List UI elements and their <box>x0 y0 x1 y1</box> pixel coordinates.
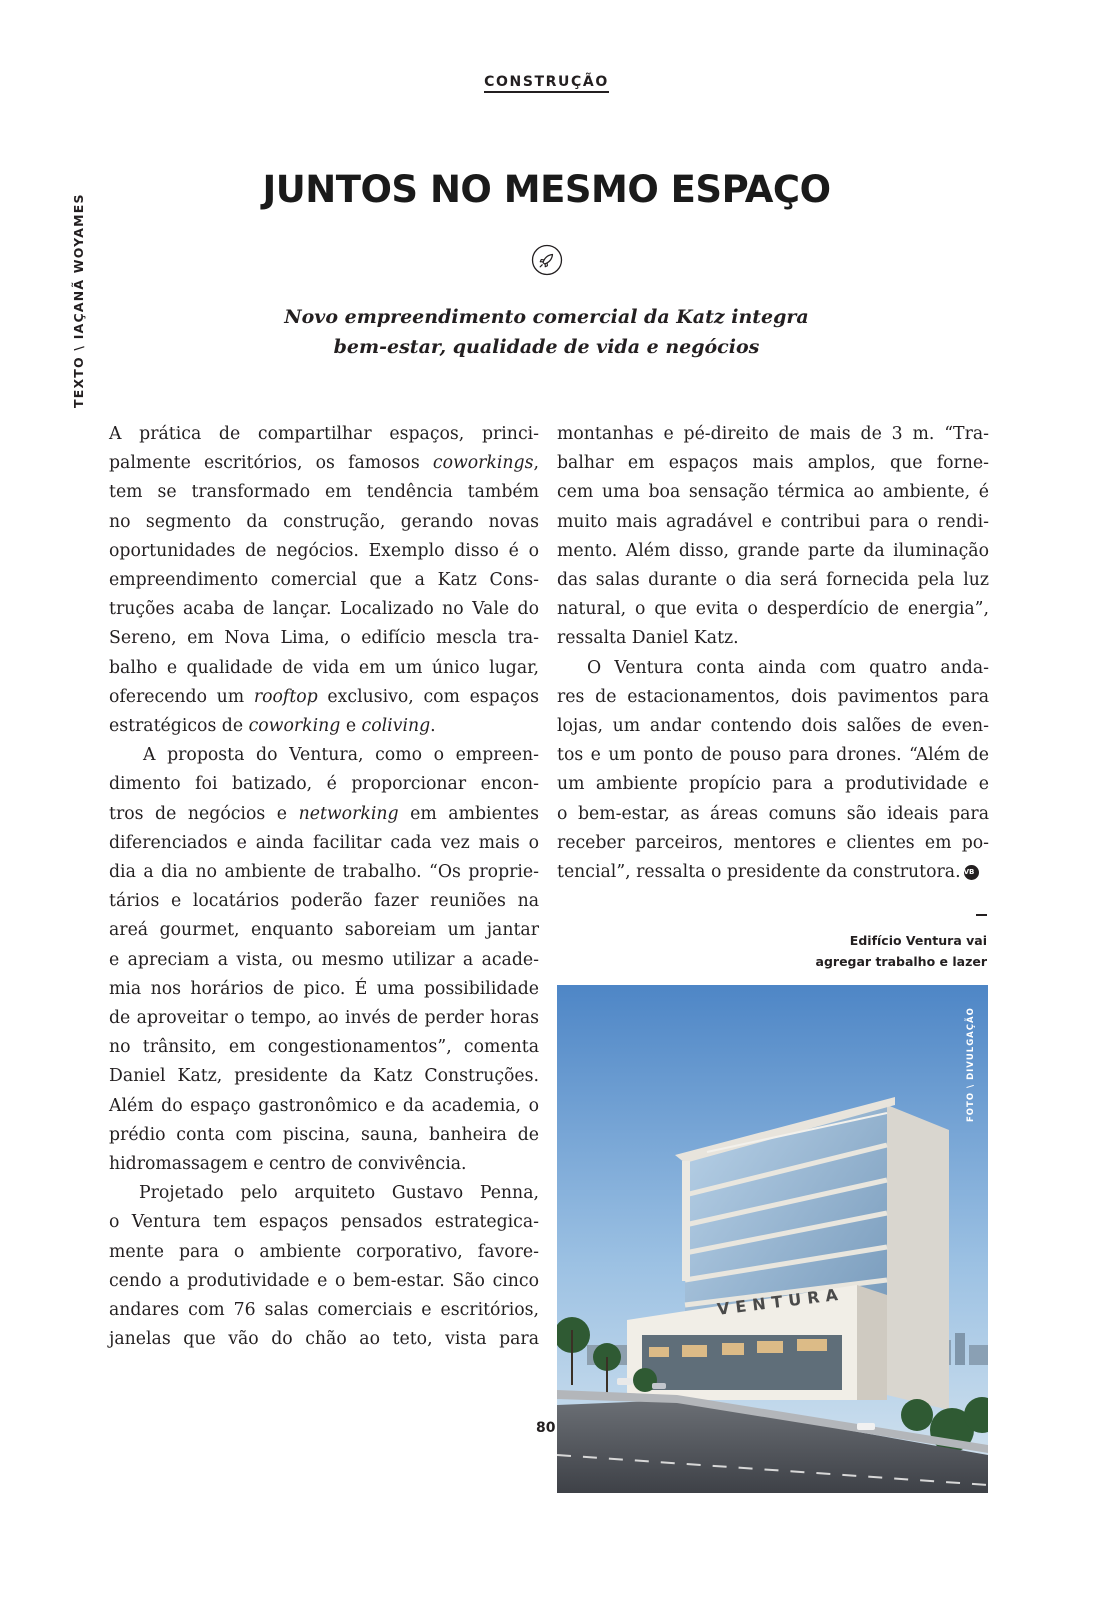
text-line: no trânsito, em congestionamentos”, comenta <box>109 1037 539 1058</box>
text-line: tros de negócios e networking em ambientes <box>109 803 539 824</box>
text-line: hidromassagem e centro de convivência. <box>109 1154 467 1175</box>
end-mark-icon: VB <box>964 865 979 880</box>
text-line: balhar em espaços mais amplos, que forne- <box>557 453 989 474</box>
text-line: lojas, um andar contendo dois salões de even- <box>557 716 989 737</box>
text-line: de aproveitar o tempo, ao invés de perder horas <box>109 1008 539 1029</box>
building-photo <box>557 985 988 1493</box>
text-line: um ambiente propício para a produtividade e <box>557 774 989 795</box>
text-line: res de estacionamentos, dois pavimentos para <box>557 686 989 707</box>
text-line: montanhas e pé-direito de mais de 3 m. “Tra- <box>557 424 989 444</box>
text-line: Projetado pelo arquiteto Gustavo Penna, <box>139 1183 539 1204</box>
text-line: tos e um ponto de pouso para drones. “Além de <box>557 745 989 766</box>
text-line: empreendimento comercial que a Katz Cons- <box>109 570 539 591</box>
text-line: muito mais agradável e contribui para o rendi- <box>557 511 989 532</box>
building-sign: VENTURA <box>716 1284 845 1319</box>
text-line: mento. Além disso, grande parte da iluminação <box>557 540 989 561</box>
text-line: O Ventura conta ainda com quatro anda- <box>587 657 989 678</box>
text-line: cendo a produtividade e o bem-estar. São cinco <box>109 1270 539 1291</box>
text-line: ressalta Daniel Katz. <box>557 628 739 649</box>
text-line: Daniel Katz, presidente da Katz Construções. <box>109 1066 539 1087</box>
page-number: 80 <box>536 1420 556 1436</box>
text-line: balho e qualidade de vida em um único lugar, <box>109 657 539 678</box>
text-line: Além do espaço gastronômico e da academia, o <box>109 1095 539 1116</box>
text-line: tários e locatários poderão fazer reuniões na <box>109 891 539 912</box>
subheadline <box>0 302 1093 362</box>
rocket-icon <box>531 244 563 276</box>
text-line: oferecendo um rooftop exclusivo, com espaços <box>109 686 539 707</box>
text-line: o Ventura tem espaços pensados estrategica- <box>109 1212 539 1233</box>
text-line: mente para o ambiente corporativo, favore- <box>109 1241 539 1262</box>
photo-caption <box>760 930 987 972</box>
text-line: areá gourmet, enquanto saboreiam um jantar <box>109 920 539 941</box>
text-line: janelas que vão do chão ao teto, vista para <box>109 1329 539 1350</box>
text-line: das salas durante o dia será fornecida pela luz <box>557 570 989 591</box>
text-line: Sereno, em Nova Lima, o edifício mescla tra- <box>109 628 539 649</box>
headline: JUNTOS NO MESMO ESPAÇO <box>262 168 831 211</box>
text-line: truções acaba de lançar. Localizado no Vale do <box>109 599 539 620</box>
text-line: oportunidades de negócios. Exemplo disso é o <box>109 540 539 561</box>
text-line: A proposta do Ventura, como o empreen- <box>143 745 539 766</box>
article-column-2 <box>557 420 989 887</box>
photo-credit: FOTO \ DIVULGAÇÃO <box>966 1007 976 1122</box>
text-line: no segmento da construção, gerando novas <box>109 511 539 532</box>
article-column-1 <box>109 420 539 1355</box>
text-line: prédio conta com piscina, sauna, banheira de <box>109 1124 539 1145</box>
text-line: dimento foi batizado, é proporcionar encon- <box>109 774 539 795</box>
text-line: palmente escritórios, os famosos coworkings, <box>109 453 539 474</box>
section-label: CONSTRUÇÃO <box>0 74 1093 90</box>
byline: TEXTO \ IAÇANÃ WOYAMES <box>71 193 86 408</box>
text-line: dia a dia no ambiente de trabalho. “Os proprie- <box>109 862 539 883</box>
text-line: andares com 76 salas comerciais e escritórios, <box>109 1300 539 1321</box>
text-line-content: tencial”, ressalta o presidente da construtora. <box>557 862 961 883</box>
text-line: A prática de compartilhar espaços, princi- <box>109 424 539 444</box>
text-line: natural, o que evita o desperdício de energia”, <box>557 599 989 620</box>
subheadline-line: Novo empreendimento comercial da Katz integra <box>284 306 809 328</box>
text-line <box>557 858 989 887</box>
text-line: mia nos horários de pico. É uma possibilidade <box>109 978 539 999</box>
subheadline-line: bem-estar, qualidade de vida e negócios <box>333 336 760 358</box>
caption-line: Edifício Ventura vai <box>849 933 987 948</box>
text-line: estratégicos de coworking e coliving. <box>109 716 436 737</box>
text-line: cem uma boa sensação térmica ao ambiente, é <box>557 482 989 503</box>
text-line: tem se transformado em tendência também <box>109 482 539 503</box>
text-line: e apreciam a vista, ou mesmo utilizar a acade- <box>109 949 539 970</box>
caption-line: agregar trabalho e lazer <box>815 954 987 969</box>
text-line: o bem-estar, as áreas comuns são ideais para <box>557 803 989 824</box>
text-line: diferenciados e ainda facilitar cada vez mais o <box>109 832 539 853</box>
caption-dash <box>976 914 987 916</box>
text-line: receber parceiros, mentores e clientes em po- <box>557 832 989 853</box>
